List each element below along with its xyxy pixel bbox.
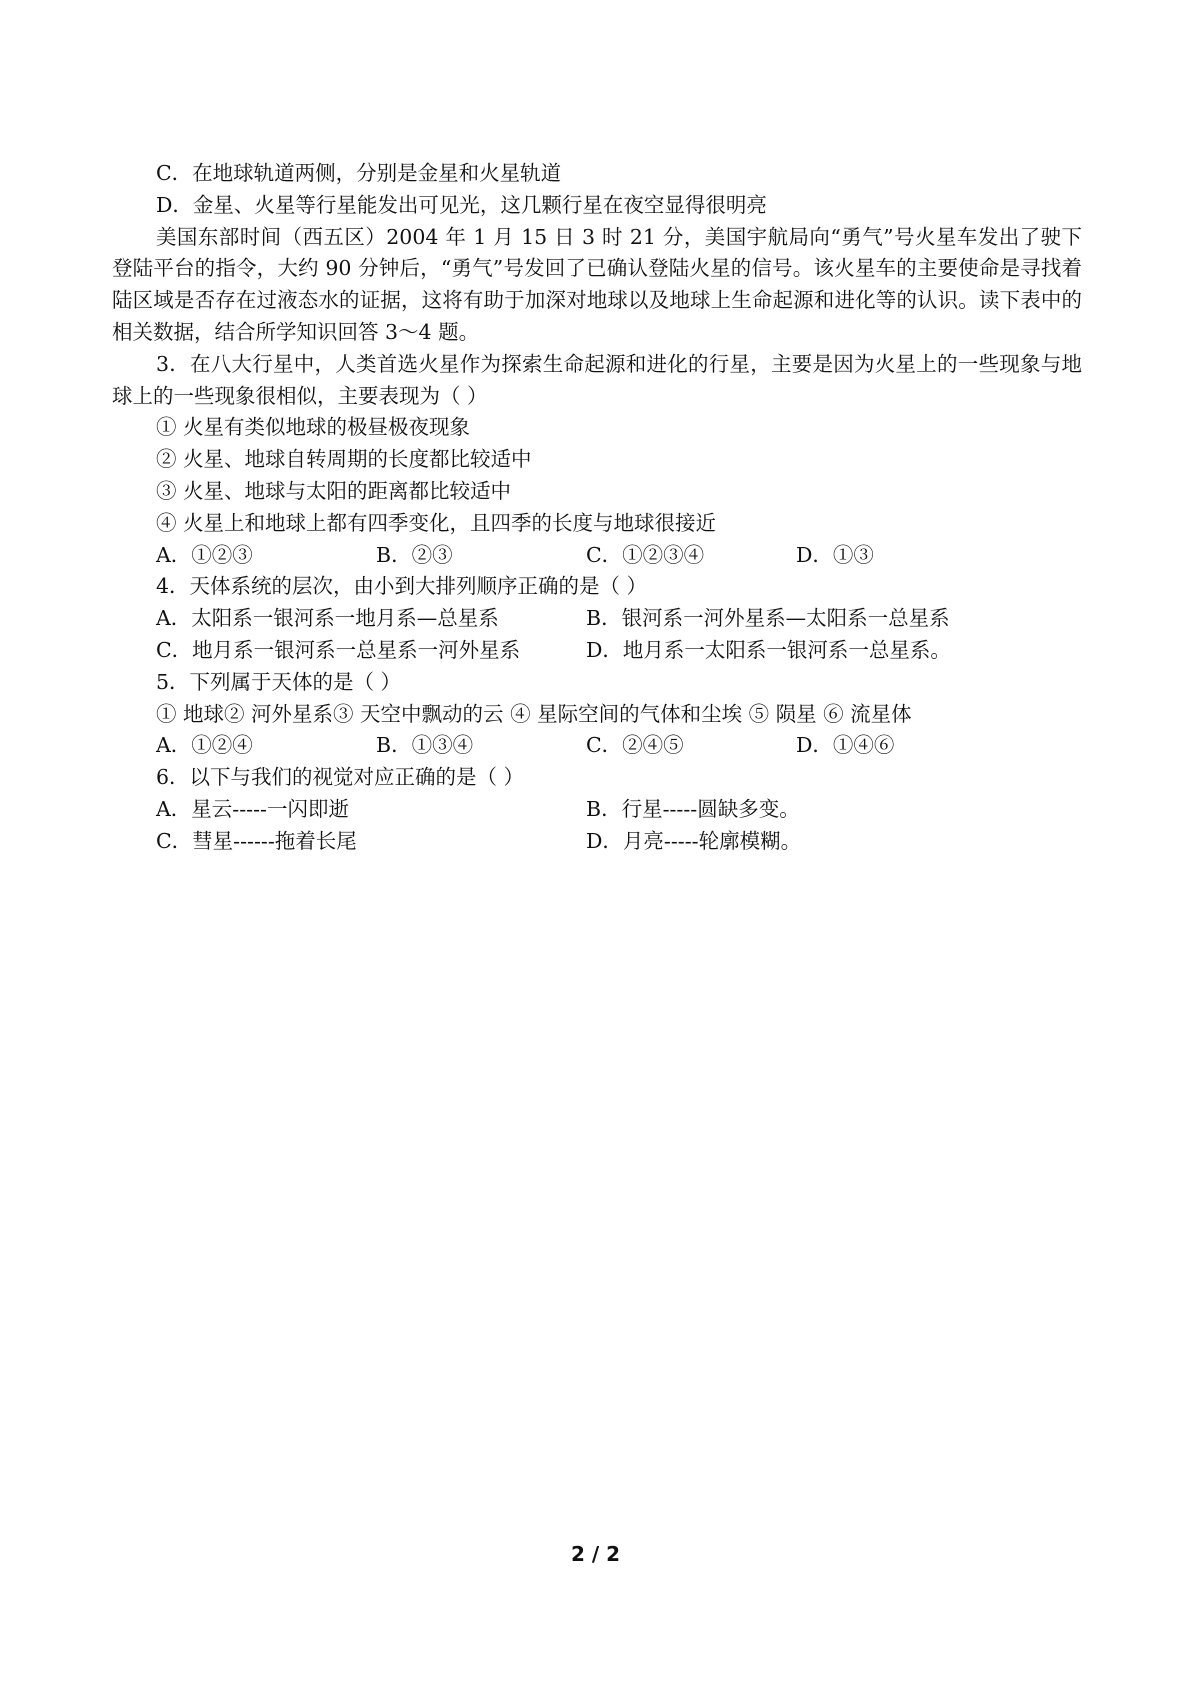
question-4-options-row-1 xyxy=(112,603,1082,635)
question-6-stem: 6．以下与我们的视觉对应正确的是（ ） xyxy=(156,765,525,790)
question-3-option-a: A．①②③ xyxy=(156,542,253,567)
question-3-statement-3: ③ 火星、地球与太阳的距离都比较适中 xyxy=(156,478,512,503)
question-6-options-row-2 xyxy=(112,826,1082,858)
question-5-option-a: A．①②④ xyxy=(156,733,253,758)
question-4-stem: 4．天体系统的层次，由小到大排列顺序正确的是（ ） xyxy=(156,574,648,599)
question-3-statement-1: ① 火星有类似地球的极昼极夜现象 xyxy=(156,415,471,440)
question-5-option-b: B．①③④ xyxy=(376,733,474,758)
question-2-option-d: D．金星、火星等行星能发出可见光，这几颗行星在夜空显得很明亮 xyxy=(156,192,767,217)
question-6-options-row-1 xyxy=(112,794,1082,826)
question-3-option-b: B．②③ xyxy=(376,542,453,567)
question-3-options xyxy=(112,540,1082,572)
question-3-statement-4: ④ 火星上和地球上都有四季变化，且四季的长度与地球很接近 xyxy=(156,510,717,535)
question-4-option-c: C．地月系一银河系一总星系一河外星系 xyxy=(156,637,521,662)
question-4-option-b: B．银河系一河外星系—太阳系一总星系 xyxy=(586,606,950,631)
question-6-option-c: C．彗星------拖着长尾 xyxy=(156,828,357,853)
question-4-option-d: D．地月系一太阳系一银河系一总星系。 xyxy=(586,637,951,662)
question-6-option-b: B．行星-----圆缺多变。 xyxy=(586,796,800,821)
question-4-option-a: A．太阳系一银河系一地月系—总星系 xyxy=(156,606,499,631)
question-5-items: ① 地球② 河外星系③ 天空中飘动的云 ④ 星际空间的气体和尘埃 ⑤ 陨星 ⑥ 流星体 xyxy=(156,701,912,726)
question-3-stem: 3．在八大行星中，人类首选火星作为探索生命起源和进化的行星，主要是因为火星上的一些现象与地球上的一些现象很相似，主要表现为（ ） xyxy=(112,351,1082,408)
reading-passage: 美国东部时间（西五区）2004 年 1 月 15 日 3 时 21 分，美国宇航局向“勇气”号火星车发出了驶下登陆平台的指令，大约 90 分钟后，“勇气”号发回了已确认登陆火星的信号。该火星车的主要使命是寻找着陆区域是否存在过液态水的证据，这将有助于加深对地球以及地球上生命起源和进化等的认识。读下表中的相关数据，结合所学知识回答 3～4 题。 xyxy=(112,224,1082,344)
question-5-stem: 5．下列属于天体的是（ ） xyxy=(156,669,402,694)
question-6-option-a: A．星云-----一闪即逝 xyxy=(156,796,349,821)
question-4-options-row-2 xyxy=(112,635,1082,667)
page-number: 2 / 2 xyxy=(570,1542,621,1566)
question-3-option-d: D．①③ xyxy=(796,542,874,567)
question-3-statement-2: ② 火星、地球自转周期的长度都比较适中 xyxy=(156,447,532,472)
question-6-option-d: D．月亮-----轮廓模糊。 xyxy=(586,828,802,853)
question-5-options xyxy=(112,730,1082,762)
question-5-option-d: D．①④⑥ xyxy=(796,733,895,758)
question-5-option-c: C．②④⑤ xyxy=(586,733,684,758)
document-body xyxy=(112,158,1082,858)
question-2-option-c: C．在地球轨道两侧，分别是金星和火星轨道 xyxy=(156,161,562,185)
question-3-option-c: C．①②③④ xyxy=(586,542,705,567)
